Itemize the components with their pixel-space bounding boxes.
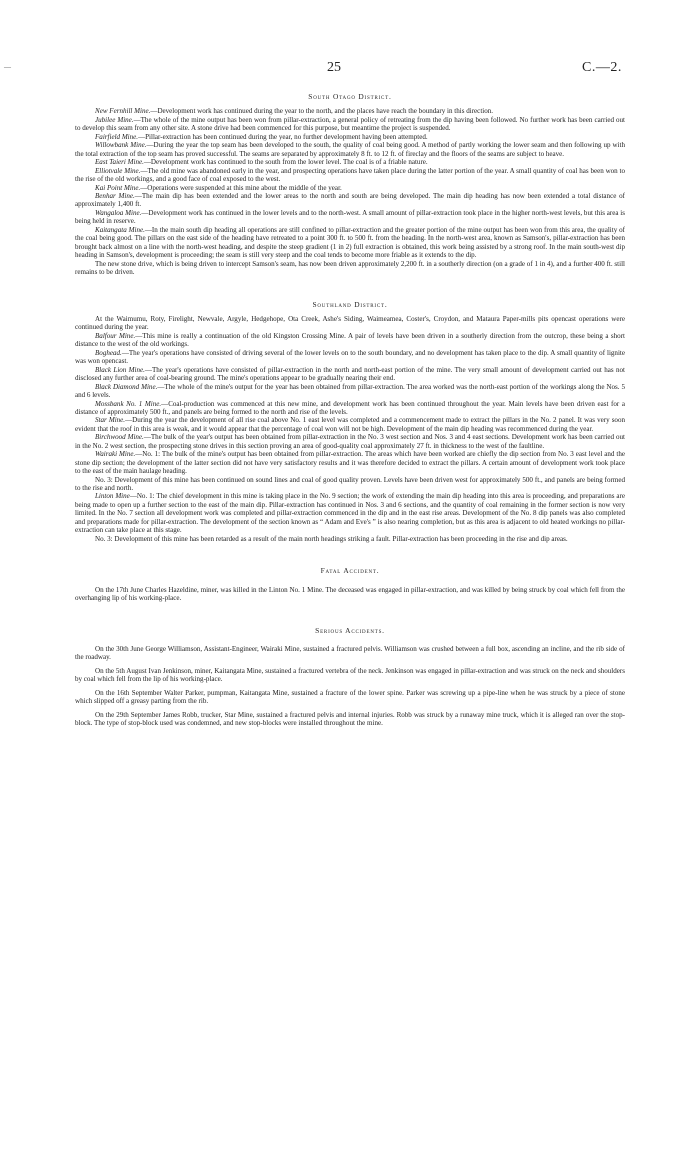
mine-title: Black Lion Mine. (95, 365, 145, 374)
mine-title: Fairfield Mine. (95, 132, 139, 141)
paragraph-text: —Coal-production was commenced at this new mine, and development work has been continued throughout the year. Main levels have been driven east for a distance of approximately 500 ft., and panels are being formed to the north and rise of the levels. (75, 399, 625, 416)
section-serious-accidents (75, 627, 625, 728)
paragraph (75, 366, 625, 383)
paragraph (75, 192, 625, 209)
page-content (75, 93, 625, 733)
paragraph-text: —In the main south dip heading all operations are still confined to pillar-extraction and the greater portion of the mine output has been won from this area, the quality of the coal being good. The pillars on the east side of the heading have retreated to a point 300 ft. to 500 ft. from the heading. In the north-west area, known as Samson's, pillar-extraction has been brought back almost on a line with the north-west heading, and despite the steep gradient (1 in 2) full extraction is obtained, this work being assisted by a strong roof. In the main south-west dip heading in Samson's, development is proceeding; the seam is still very steep and the coal tends to become more friable as it extends to the dip. (75, 225, 626, 260)
mine-title: New Fernhill Mine. (95, 107, 151, 116)
mine-title: Wangaloa Mine. (95, 208, 142, 217)
mine-title: Benhar Mine. (95, 191, 135, 200)
paragraph (75, 116, 625, 133)
paragraph-text: —The year's operations have consisted of pillar-extraction in the north and north-east portion of the mine. The very small amount of development carried out has not disclosed any further area of coal-bearing ground. The mine's operations appear to be gradually nearing their end. (75, 365, 625, 383)
paragraph-text: —No. 1: The chief development in this mine is taking place in the No. 9 section; the work of extending the main dip heading into this area is proceeding, and preparations are being made to open up a further section to the east of the main dip. Pillar-extraction has continued in Nos. 3 and 6 sections, and the quantity of coal remaining in the former section is now very limited. In the No. 7 section all development work was completed and pillar-extraction commenced in the dip and in the east rise areas. Development of the No. 8 dip panels was also completed and preparations made for pillar-extraction. The development of the section known as “ Adam and Eve's ” is also nearing completion, but as this area is adjacent to old heated workings no pillar-extraction can take place at this stage. (75, 492, 625, 535)
paragraph-text: —The main dip has been extended and the lower areas to the north and south are being developed. The main dip heading has now been extended a total distance of approximately 1,400 ft. (75, 191, 625, 209)
mine-title: Wairaki Mine. (95, 450, 136, 459)
paragraph: At the Waimumu, Roty, Firelight, Newvale, Argyle, Hedgehope, Ota Creek, Ashe's Siding, Waimeamea, Coster's, Croydon, and Mataura Paper-mills pits opencast operations were continued during the year. (75, 314, 625, 332)
paragraph-text: —Pillar-extraction has been continued during the year, no further development having been attempted. (138, 132, 428, 141)
mine-title: Linton Mine (95, 492, 130, 501)
paragraph (75, 158, 625, 166)
paragraph-text: —The whole of the mine output has been won from pillar-extraction, a general policy of retreating from the dip having been followed. No further work has been carried out to develop this seam from any other site. A stone drive had been commenced for this purpose, but meantime the project is suspended. (75, 115, 625, 133)
paragraph (75, 107, 625, 115)
mine-title: Kaitangata Mine. (95, 225, 145, 234)
paragraph (75, 332, 625, 349)
section-heading: South Otago District. (308, 92, 392, 101)
paragraph (75, 416, 625, 433)
paragraph-text: —Development work has continued to the south from the lower level. The coal is of a friable nature. (143, 158, 428, 167)
mine-title: Elliotvale Mine. (95, 166, 141, 175)
paragraph: No. 3: Development of this mine has been continued on sound lines and coal of good quality proven. Levels have been driven west for approximately 500 ft., and panels are being formed to the rise and north. (75, 475, 625, 493)
section-fatal-accident (75, 567, 625, 602)
paragraph-text: —The whole of the mine's output for the year has been obtained from pillar-extraction. The area worked was the north-east portion of the workings along the Nos. 5 and 6 levels. (75, 382, 625, 400)
paragraph-text: —The year's operations have consisted of driving several of the lower levels on to the south boundary, and no development has taken place to the dip. A small quantity of lignite was won opencast. (75, 348, 625, 366)
section-heading: Fatal Accident. (320, 566, 380, 576)
paragraph: The new stone drive, which is being driven to intercept Samson's seam, has now been driven approximately 2,200 ft. in a southerly direction (on a grade of 1 in 4), and a further 400 ft. still remains to be driven. (75, 259, 625, 277)
paragraph (75, 492, 625, 534)
paragraph (75, 209, 625, 226)
paragraph: No. 3: Development of this mine has been retarded as a result of the main north headings striking a fault. Pillar-extraction has been proceeding in the rise and dip areas. (95, 534, 568, 543)
paragraph-text: —The old mine was abandoned early in the year, and prospecting operations have taken place during the latter portion of the year. A small quantity of coal has been won to the rise of the old workings, and a good face of coal exposed to the west. (75, 166, 625, 184)
document-reference: C.—2. (582, 60, 622, 75)
paragraph: On the 29th September James Robb, trucker, Star Mine, sustained a fractured pelvis and internal injuries. Robb was struck by a runaway mine truck, which it is alleged ran over the stop-block. The type of stop-block used was condemned, and new stop-blocks were installed throughout the mine. (75, 710, 625, 728)
page-number: 25 (327, 60, 341, 75)
mine-title: Jubilee Mine. (95, 115, 134, 124)
paragraph: On the 5th August Ivan Jenkinson, miner, Kaitangata Mine, sustained a fractured vertebra of the neck. Jenkinson was engaged in pillar-extraction and was struck on the neck and shoulders by coal which fell from the lip of his working-place. (75, 666, 625, 684)
mine-title: Black Diamond Mine. (95, 382, 158, 391)
mine-title: Balfour Mine. (95, 331, 136, 340)
paragraph (75, 400, 625, 417)
paragraph (75, 226, 625, 260)
paragraph-text: —During the year the development of all rise coal above No. 1 east level was completed and a commencement made to extract the pillars in the No. 2 panel. It was very soon evident that the roof in this area is weak, and it would appear that the percentage of coal won will not be high. Development of the main dip heading was recommenced during the year. (75, 416, 626, 433)
paragraph-text: —Operations were suspended at this mine about the middle of the year. (140, 183, 342, 192)
mine-title: Boghead. (95, 348, 122, 357)
paragraph-text: —This mine is really a continuation of the old Kingston Crossing Mine. A pair of levels have been driven in a southerly direction from the outcrop, these being a short distance to the west of the old workings. (75, 331, 625, 349)
paragraph (75, 450, 625, 475)
paragraph (75, 184, 625, 192)
paragraph (75, 141, 625, 158)
paragraph: On the 17th June Charles Hazeldine, miner, was killed in the Linton No. 1 Mine. The deceased was engaged in pillar-extraction, and was killed by being struck by coal which fell from the overhanging lip of his working-place. (75, 585, 625, 603)
section-heading: Southland District. (312, 299, 388, 309)
paragraph (75, 433, 625, 450)
paragraph-text: —During the year the top seam has been developed to the south, the quality of coal being good. A method of partly working the lower seam and then following up with the total extraction of the top seam has proved successful. The seams are separated by approximately 8 ft. to 12 ft. of fireclay and the floors of the seams are subject to heave. (75, 141, 625, 158)
mine-title: Star Mine. (95, 416, 126, 425)
margin-mark: — (4, 63, 11, 71)
paragraph: On the 16th September Walter Parker, pumpman, Kaitangata Mine, sustained a fracture of the lower spine. Parker was screwing up a pipe-line when he was struck by a piece of stone which slipped off a greasy parting from the rib. (75, 688, 625, 706)
section-southland (75, 301, 625, 544)
paragraph-text: —No. 1: The bulk of the mine's output has been obtained from pillar-extraction. The areas which have been worked are chiefly the dip section from No. 3 east level and the stone dip section; the development of the latter section did not have very satisfactory results and it was therefore decided to extract the pillars. A certain amount of development work took place to the east of the main haulage heading. (75, 450, 626, 476)
paragraph (75, 383, 625, 400)
mine-title: Willowbank Mine. (95, 141, 147, 150)
paragraph (75, 349, 625, 366)
mine-title: Mossbank No. 1 Mine. (95, 399, 162, 408)
section-heading: Serious Accidents. (315, 625, 385, 635)
mine-title: Birchwood Mine. (95, 433, 144, 442)
paragraph (75, 133, 625, 141)
paragraph (75, 167, 625, 184)
paragraph-text: —The bulk of the year's output has been obtained from pillar-extraction in the No. 3 west section and Nos. 3 and 4 east sections. Development work has been carried out in the No. 2 west section, the prospecting stone drives in this section proving an area of good-quality coal approximately 27 ft. in thickness to the west of the faultline. (75, 433, 625, 450)
mine-title: Kai Point Mine. (95, 183, 141, 192)
paragraph: On the 30th June George Williamson, Assistant-Engineer, Wairaki Mine, sustained a fractured pelvis. Williamson was crushed between a full box, ascending an incline, and the rib side of the roadway. (75, 645, 625, 662)
paragraph-text: —Development work has continued during the year to the north, and the places have reach the boundary in this direction. (150, 107, 494, 116)
section-south-otago (75, 93, 625, 277)
paragraph-text: —Development work has continued in the lower levels and to the north-west. A small amount of pillar-extraction took place in the higher north-west levels, but this area is being held in reserve. (75, 208, 625, 226)
mine-title: East Taieri Mine. (95, 158, 144, 167)
